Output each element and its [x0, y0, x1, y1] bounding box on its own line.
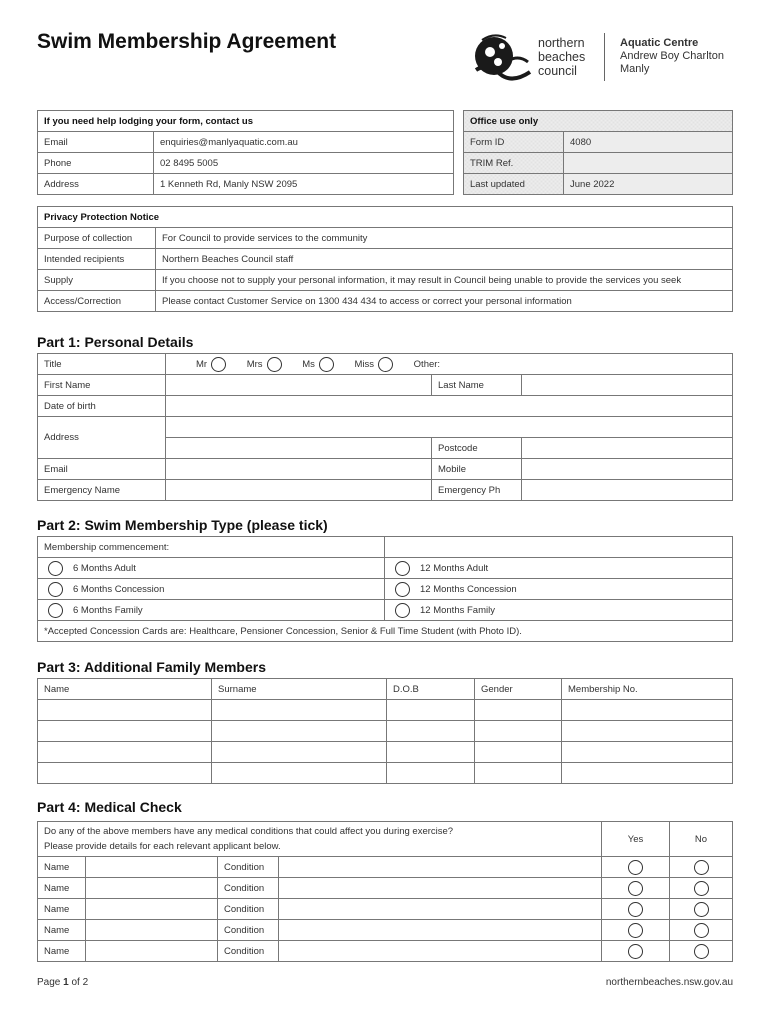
- name-field[interactable]: [86, 857, 218, 878]
- part3-heading: Part 3: Additional Family Members: [37, 659, 266, 675]
- office-label: Form ID: [464, 132, 564, 153]
- cell[interactable]: [475, 700, 562, 721]
- emergency-ph-field[interactable]: [522, 480, 733, 501]
- name-field[interactable]: [86, 878, 218, 899]
- option-label: 12 Months Family: [420, 604, 495, 616]
- no-header: No: [670, 822, 733, 857]
- col-name-header: Name: [38, 679, 212, 700]
- help-heading: If you need help lodging your form, contact us: [38, 111, 454, 132]
- email-field[interactable]: [166, 459, 432, 480]
- office-label: TRIM Ref.: [464, 153, 564, 174]
- cell[interactable]: [562, 721, 733, 742]
- medical-question-line2: Please provide details for each relevant applicant below.: [44, 841, 281, 852]
- address-field-2[interactable]: [166, 438, 432, 459]
- first-name-label: First Name: [38, 375, 166, 396]
- option-6m-concession-radio[interactable]: [48, 582, 63, 597]
- emergency-name-label: Emergency Name: [38, 480, 166, 501]
- medical-check-table: [37, 821, 733, 962]
- option-label: 6 Months Adult: [73, 562, 136, 574]
- emergency-name-field[interactable]: [166, 480, 432, 501]
- condition-label: Condition: [218, 920, 279, 941]
- concession-note: *Accepted Concession Cards are: Healthcare, Pensioner Concession, Senior & Full Time Student (with Photo ID).: [38, 621, 733, 642]
- privacy-heading: Privacy Protection Notice: [38, 207, 733, 228]
- part4-heading: Part 4: Medical Check: [37, 799, 182, 815]
- cell[interactable]: [38, 742, 212, 763]
- title-mrs-label: Mrs: [246, 358, 263, 370]
- page-title: Swim Membership Agreement: [37, 30, 337, 53]
- name-field[interactable]: [86, 899, 218, 920]
- part1-heading: Part 1: Personal Details: [37, 334, 194, 350]
- dob-label: Date of birth: [38, 396, 166, 417]
- part2-heading: Part 2: Swim Membership Type (please tick): [37, 517, 328, 533]
- centre-line2: Andrew Boy Charlton: [620, 50, 724, 62]
- no-radio[interactable]: [694, 860, 709, 875]
- title-mrs-radio[interactable]: [267, 357, 282, 372]
- address-field[interactable]: [166, 417, 733, 438]
- col-dob-header: D.O.B: [387, 679, 475, 700]
- cell[interactable]: [212, 763, 387, 784]
- help-label: Phone: [38, 153, 154, 174]
- condition-field[interactable]: [279, 941, 602, 962]
- cell[interactable]: [562, 742, 733, 763]
- col-membership-header: Membership No.: [562, 679, 733, 700]
- option-6m-adult-radio[interactable]: [48, 561, 63, 576]
- council-name: [538, 36, 585, 78]
- privacy-table: [37, 206, 733, 312]
- condition-label: Condition: [218, 941, 279, 962]
- privacy-value: Please contact Customer Service on 1300 434 434 to access or correct your personal information: [156, 291, 733, 312]
- title-miss-radio[interactable]: [378, 357, 393, 372]
- trim-ref-value: [564, 153, 733, 174]
- cell[interactable]: [475, 742, 562, 763]
- title-ms-radio[interactable]: [319, 357, 334, 372]
- option-6m-family-radio[interactable]: [48, 603, 63, 618]
- page-suffix: of 2: [71, 977, 89, 988]
- privacy-label: Supply: [38, 270, 156, 291]
- page-num: 1: [63, 977, 69, 988]
- condition-field[interactable]: [279, 920, 602, 941]
- cell[interactable]: [212, 700, 387, 721]
- office-heading: Office use only: [464, 111, 733, 132]
- logo-word-council: council: [538, 64, 577, 78]
- option-label: 6 Months Family: [73, 604, 143, 616]
- table-row: [38, 742, 733, 763]
- no-radio[interactable]: [694, 902, 709, 917]
- medical-row: [38, 899, 733, 920]
- option-6m-family[interactable]: [38, 600, 385, 621]
- col-surname-header: Surname: [212, 679, 387, 700]
- help-address-value: 1 Kenneth Rd, Manly NSW 2095: [154, 174, 454, 195]
- postcode-label: Postcode: [432, 438, 522, 459]
- medical-question: [38, 822, 602, 857]
- yes-radio[interactable]: [628, 881, 643, 896]
- yes-radio[interactable]: [628, 902, 643, 917]
- help-phone-value: 02 8495 5005: [154, 153, 454, 174]
- table-row: [38, 721, 733, 742]
- table-row: [38, 700, 733, 721]
- council-logo: [472, 30, 742, 90]
- title-other-label: Other:: [413, 358, 441, 370]
- name-field[interactable]: [86, 941, 218, 962]
- cell[interactable]: [38, 763, 212, 784]
- mobile-field[interactable]: [522, 459, 733, 480]
- first-name-field[interactable]: [166, 375, 432, 396]
- last-name-label: Last Name: [432, 375, 522, 396]
- yes-radio[interactable]: [628, 944, 643, 959]
- dob-field[interactable]: [166, 396, 733, 417]
- option-12m-family[interactable]: [385, 600, 733, 621]
- centre-title: Aquatic Centre: [620, 37, 699, 49]
- condition-field[interactable]: [279, 899, 602, 920]
- name-label: Name: [38, 920, 86, 941]
- page-prefix: Page: [37, 977, 61, 988]
- medical-question-line1: Do any of the above members have any medical conditions that could affect you during exercise?: [44, 826, 454, 837]
- name-field[interactable]: [86, 920, 218, 941]
- option-6m-concession[interactable]: [38, 579, 385, 600]
- privacy-label: Intended recipients: [38, 249, 156, 270]
- no-radio[interactable]: [694, 944, 709, 959]
- help-email-value: enquiries@manlyaquatic.com.au: [154, 132, 454, 153]
- cell[interactable]: [562, 763, 733, 784]
- medical-row: [38, 878, 733, 899]
- help-table: [37, 110, 454, 195]
- privacy-label: Purpose of collection: [38, 228, 156, 249]
- condition-field[interactable]: [279, 857, 602, 878]
- family-members-table: [37, 678, 733, 784]
- title-mr-label: Mr: [196, 358, 208, 370]
- office-label: Last updated: [464, 174, 564, 195]
- logo-word-northern: northern: [538, 36, 585, 50]
- membership-type-table: [37, 536, 733, 642]
- name-label: Name: [38, 878, 86, 899]
- title-mr-radio[interactable]: [211, 357, 226, 372]
- condition-label: Condition: [218, 878, 279, 899]
- option-label: 12 Months Adult: [420, 562, 489, 574]
- table-row: [38, 763, 733, 784]
- title-miss-label: Miss: [354, 358, 375, 370]
- medical-row: [38, 941, 733, 962]
- personal-details-table: [37, 353, 733, 501]
- help-label: Email: [38, 132, 154, 153]
- option-12m-family-radio[interactable]: [395, 603, 410, 618]
- centre-name: [620, 37, 724, 76]
- address-label: Address: [38, 417, 166, 459]
- cell[interactable]: [475, 763, 562, 784]
- no-radio[interactable]: [694, 881, 709, 896]
- logo-word-beaches: beaches: [538, 50, 586, 64]
- postcode-field[interactable]: [522, 438, 733, 459]
- email-label: Email: [38, 459, 166, 480]
- title-ms-label: Ms: [302, 358, 315, 370]
- title-label: Title: [38, 354, 166, 375]
- office-use-table: [463, 110, 733, 195]
- option-label: 6 Months Concession: [73, 583, 165, 595]
- help-label: Address: [38, 174, 154, 195]
- cell[interactable]: [387, 700, 475, 721]
- cell[interactable]: [212, 742, 387, 763]
- northern-beaches-logo-icon: [472, 32, 532, 86]
- option-12m-adult-radio[interactable]: [395, 561, 410, 576]
- condition-label: Condition: [218, 899, 279, 920]
- condition-field[interactable]: [279, 878, 602, 899]
- option-12m-adult[interactable]: [385, 558, 733, 579]
- cell[interactable]: [38, 700, 212, 721]
- cell[interactable]: [38, 721, 212, 742]
- option-label: 12 Months Concession: [420, 583, 517, 595]
- cell[interactable]: [562, 700, 733, 721]
- option-12m-concession-radio[interactable]: [395, 582, 410, 597]
- form-id-value: 4080: [564, 132, 733, 153]
- footer-url[interactable]: northernbeaches.nsw.gov.au: [605, 977, 733, 988]
- cell[interactable]: [475, 721, 562, 742]
- privacy-label: Access/Correction: [38, 291, 156, 312]
- yes-radio[interactable]: [628, 860, 643, 875]
- cell[interactable]: [387, 742, 475, 763]
- name-label: Name: [38, 899, 86, 920]
- medical-row: [38, 857, 733, 878]
- cell[interactable]: [387, 721, 475, 742]
- name-label: Name: [38, 857, 86, 878]
- condition-label: Condition: [218, 857, 279, 878]
- page-number: [37, 977, 88, 988]
- mobile-label: Mobile: [432, 459, 522, 480]
- centre-line3: Manly: [620, 63, 650, 75]
- last-updated-value: June 2022: [564, 174, 733, 195]
- emergency-ph-label: Emergency Ph: [432, 480, 522, 501]
- option-12m-concession[interactable]: [385, 579, 733, 600]
- yes-radio[interactable]: [628, 923, 643, 938]
- cell[interactable]: [387, 763, 475, 784]
- no-radio[interactable]: [694, 923, 709, 938]
- col-gender-header: Gender: [475, 679, 562, 700]
- option-6m-adult[interactable]: [38, 558, 385, 579]
- privacy-value: Northern Beaches Council staff: [156, 249, 733, 270]
- last-name-field[interactable]: [522, 375, 733, 396]
- commencement-label: Membership commencement:: [38, 537, 385, 558]
- yes-header: Yes: [602, 822, 670, 857]
- privacy-value: If you choose not to supply your personal information, it may result in Council being unable to provide the services you seek: [156, 270, 733, 291]
- medical-row: [38, 920, 733, 941]
- logo-divider: [604, 33, 605, 81]
- commencement-field[interactable]: [385, 537, 733, 558]
- name-label: Name: [38, 941, 86, 962]
- cell[interactable]: [212, 721, 387, 742]
- title-options: [166, 354, 733, 375]
- privacy-value: For Council to provide services to the community: [156, 228, 733, 249]
